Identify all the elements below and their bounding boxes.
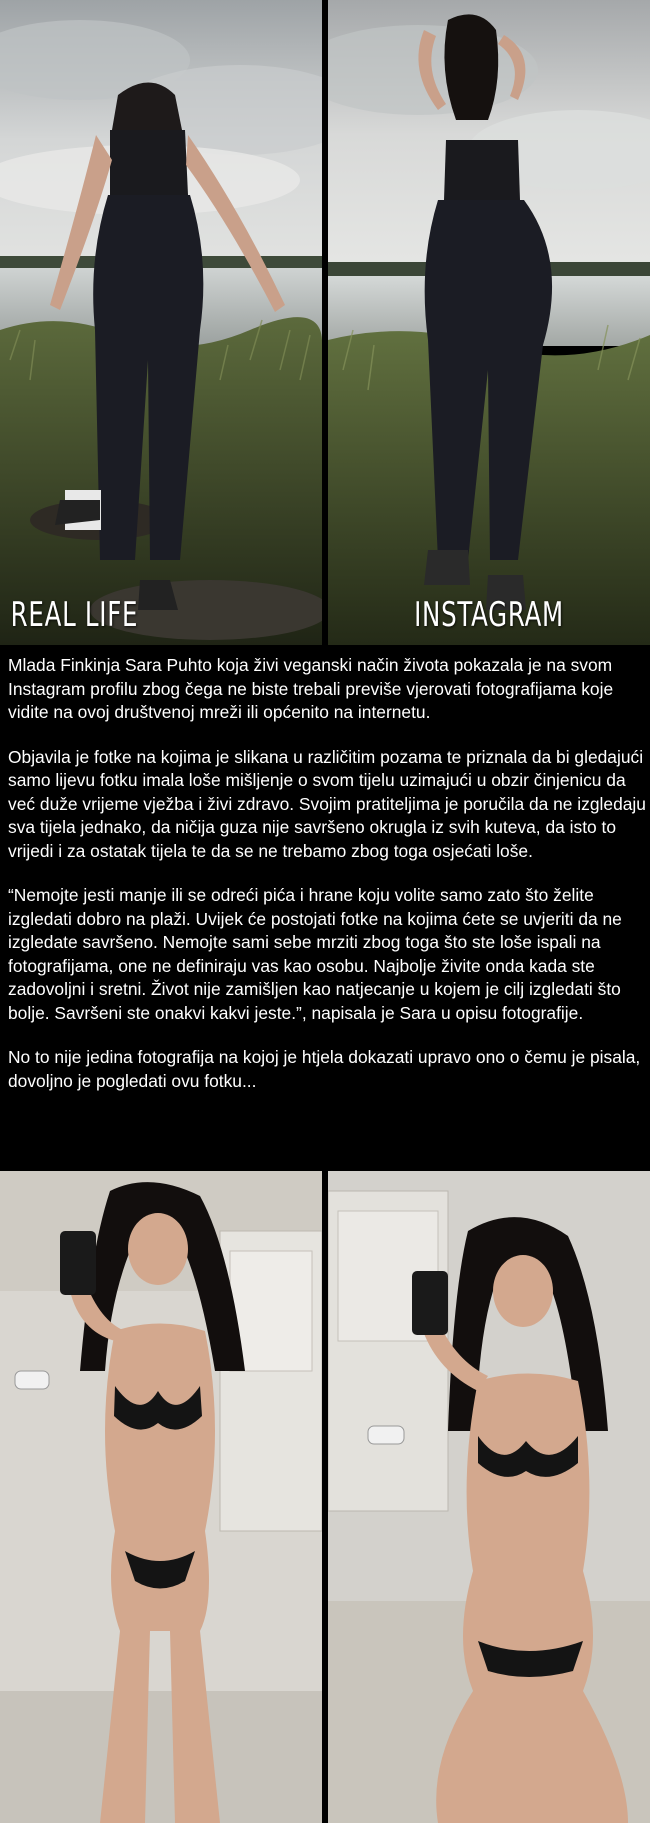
photo-instagram-illustration <box>328 0 650 645</box>
comparison-photo-bottom <box>0 1171 650 1823</box>
article-body <box>8 654 646 1114</box>
photo-mirror-selfie-relaxed <box>328 1171 650 1823</box>
photo-mirror-selfie-relaxed-illustration <box>328 1171 650 1823</box>
photo-mirror-selfie-posed-illustration <box>0 1171 322 1823</box>
photo-real-life-illustration <box>0 0 322 645</box>
comparison-photo-top <box>0 0 650 645</box>
photo-mirror-selfie-posed <box>0 1171 322 1823</box>
photo-real-life <box>0 0 322 645</box>
article-paragraph-4: No to nije jedina fotografija na kojoj je htjela dokazati upravo ono o čemu je pisala, dovoljno je pogledati ovu fotku... <box>8 1047 641 1091</box>
real-life-caption: REAL LIFE <box>10 595 139 635</box>
photo-instagram <box>328 0 650 645</box>
article-paragraph-2: Objavila je fotke na kojima je slikana u različitim pozama te priznala da bi gledajući samo lijevu fotku imala loše mišljenje o svom tijelu uzimajući u obzir činjenicu da već duže vrijeme vježba i živi zdravo. Svojim pratiteljima je poručila da ne izgledaju sva tijela jednako, da ničija guza nije savršeno okrugla iz svih kuteva, da isto to vrijedi i za ostatak tijela te da se ne trebamo zbog toga osjećati loše. <box>8 746 646 861</box>
article-paragraph-1: Mlada Finkinja Sara Puhto koja živi veganski način života pokazala je na svom Instagram profilu zbog čega ne biste trebali previše vjerovati fotografijama koje vidite na ovoj društvenoj mreži ili općenito na internetu. <box>8 655 614 722</box>
instagram-caption: INSTAGRAM <box>414 595 564 635</box>
article-paragraph-3: “Nemojte jesti manje ili se odreći pića i hrane koju volite samo zato što želite izgledati dobro na plaži. Uvijek će postojati fotke na kojima ćete se uvjeriti da ne izgledate savršeno. Nemojte sami sebe mrziti zbog toga što ste loše ispali na fotografijama, one ne definiraju vas kao osobu. Najbolje živite onda kada ste zadovoljni i sretni. Život nije zamišljen kao natjecanje u kojem je cilj izgledati što bolje. Savršeni ste onakvi kakvi jeste.”, napisala je Sara u opisu fotografije. <box>8 885 622 1023</box>
